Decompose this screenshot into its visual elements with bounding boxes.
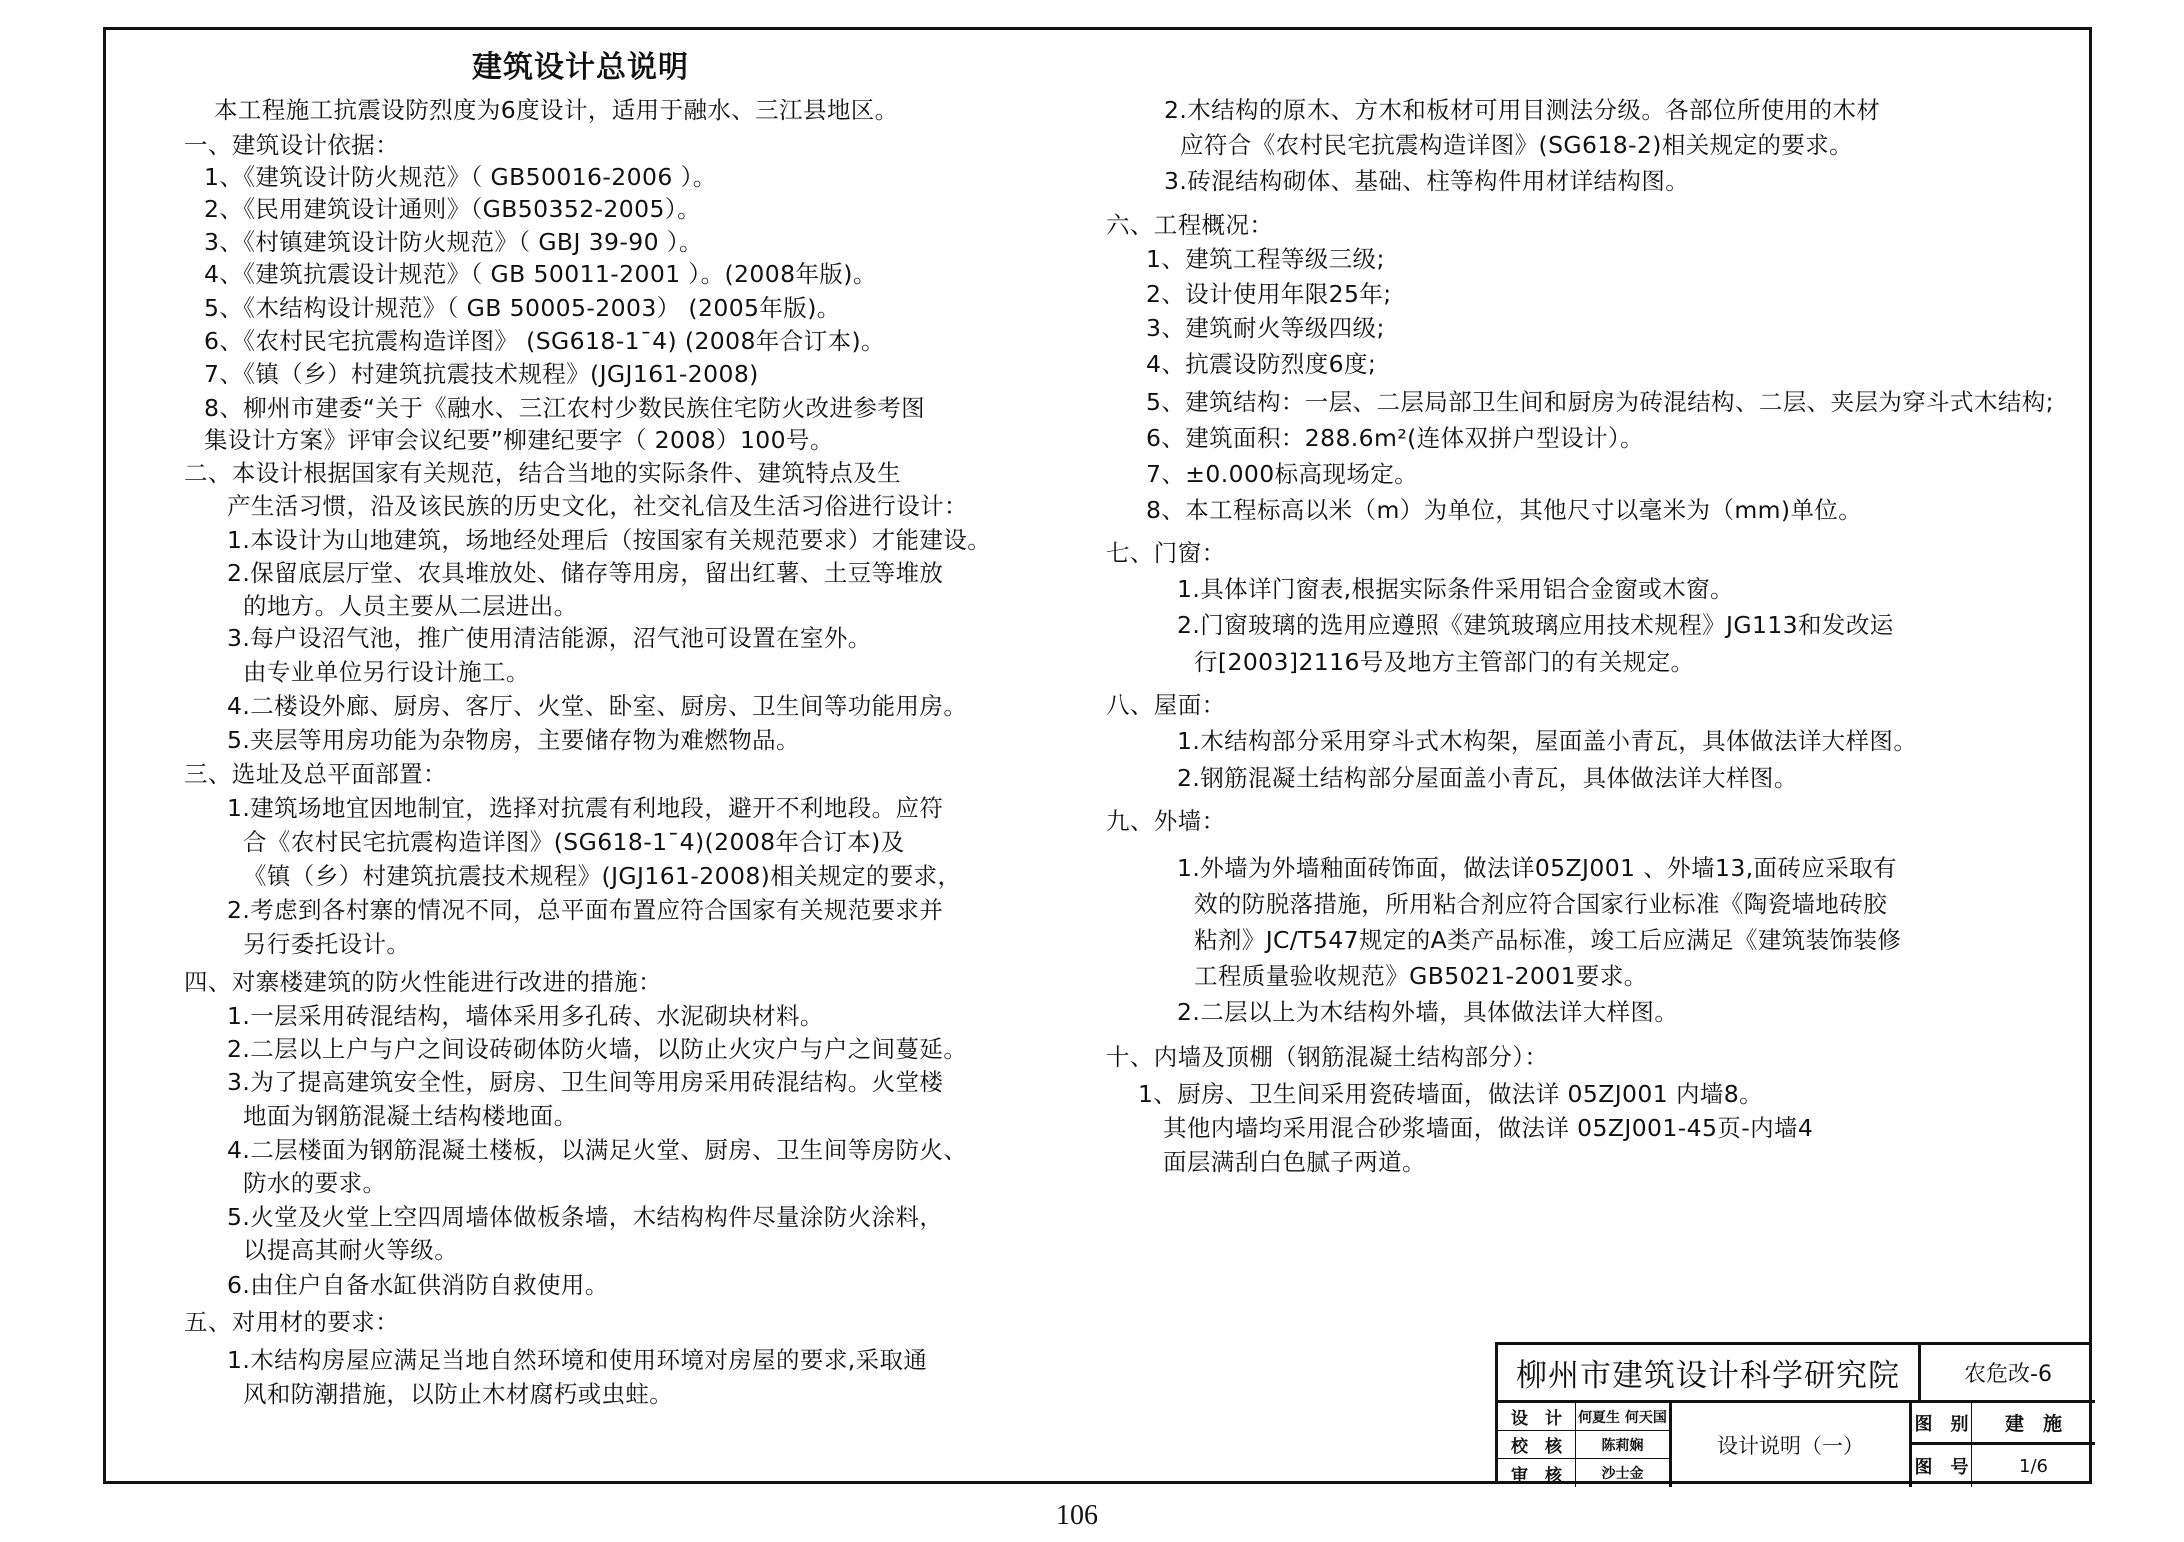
right-line: 工程质量验收规范》GB5021-2001要求。 (1194, 962, 1648, 990)
design-names: 何夏生 何天国 (1576, 1403, 1672, 1431)
left-line: 3.每户设沼气池，推广使用清洁能源，沼气池可设置在室外。 (227, 624, 872, 652)
left-line: 1、《建筑设计防火规范》（ GB50016-2006 ）。 (204, 163, 717, 191)
left-line: 风和防潮措施，以防止木材腐朽或虫蛀。 (243, 1380, 674, 1408)
left-line: 四、对寨楼建筑的防火性能进行改进的措施： (184, 968, 662, 996)
left-line: 3、《村镇建筑设计防火规范》（ GBJ 39-90 ）。 (204, 228, 703, 256)
left-line: 以提高其耐火等级。 (243, 1236, 459, 1264)
right-line: 九、外墙： (1106, 807, 1226, 835)
left-line: 五、对用材的要求： (184, 1308, 400, 1336)
left-line: 4、《建筑抗震设计规范》（ GB 50011-2001 ）。(2008年版)。 (204, 260, 877, 288)
left-line: 7、《镇（乡）村建筑抗震技术规程》(JGJ161-2008) (204, 360, 759, 388)
left-line: 5.火堂及火堂上空四周墙体做板条墙，木结构构件尽量涂防火涂料， (227, 1203, 944, 1231)
project-code: 农危改-6 (1921, 1345, 2095, 1403)
review-names: 沙士金 (1576, 1459, 1672, 1487)
left-line: 2、《民用建筑设计通则》（GB50352-2005）。 (204, 195, 701, 223)
left-line: 二、本设计根据国家有关规范，结合当地的实际条件、建筑特点及生 (184, 459, 901, 487)
right-line: 3.砖混结构砌体、基础、柱等构件用材详结构图。 (1164, 167, 1690, 195)
right-line: 六、工程概况： (1106, 211, 1274, 239)
right-line: 8、本工程标高以米（m）为单位，其他尺寸以毫米为（mm)单位。 (1146, 496, 1863, 524)
right-line: 1、建筑工程等级三级; (1146, 245, 1385, 273)
right-line: 行[2003]2116号及地方主管部门的有关规定。 (1194, 648, 1695, 676)
design-label: 设 计 (1498, 1403, 1576, 1431)
left-line: 产生活习惯，沿及该民族的历史文化，社交礼信及生活习俗进行设计： (227, 492, 968, 520)
right-line: 1、厨房、卫生间采用瓷砖墙面，做法详 05ZJ001 内墙8。 (1138, 1080, 1764, 1108)
review-label: 审 核 (1498, 1459, 1576, 1487)
right-line: 7、±0.000标高现场定。 (1146, 460, 1419, 488)
right-line: 2.二层以上为木结构外墙，具体做法详大样图。 (1177, 998, 1679, 1026)
left-line: 1.一层采用砖混结构，墙体采用多孔砖、水泥砌块材料。 (227, 1002, 824, 1030)
left-line: 地面为钢筋混凝土结构楼地面。 (243, 1102, 578, 1130)
title-block (1495, 1342, 2092, 1484)
right-line: 2.木结构的原木、方木和板材可用目测法分级。各部位所使用的木材 (1164, 96, 1881, 124)
left-line: 1.建筑场地宜因地制宜，选择对抗震有利地段，避开不利地段。应符 (227, 794, 944, 822)
institute-name: 柳州市建筑设计科学研究院 (1498, 1345, 1921, 1403)
right-line: 应符合《农村民宅抗震构造详图》(SG618-2)相关规定的要求。 (1180, 131, 1854, 159)
right-line: 1.木结构部分采用穿斗式木构架，屋面盖小青瓦，具体做法详大样图。 (1177, 727, 1918, 755)
left-line: 5、《木结构设计规范》（ GB 50005-2003） (2005年版)。 (204, 294, 841, 322)
left-line: 6、《农村民宅抗震构造详图》 (SG618-1¯4) (2008年合订本)。 (204, 327, 885, 355)
left-line: 另行委托设计。 (243, 930, 411, 958)
right-line: 八、屋面： (1106, 691, 1226, 719)
right-line: 十、内墙及顶棚（钢筋混凝土结构部分）： (1106, 1043, 1549, 1071)
left-line: 由专业单位另行设计施工。 (243, 658, 530, 686)
left-line: 6.由住户自备水缸供消防自救使用。 (227, 1271, 609, 1299)
right-line: 七、门窗： (1106, 539, 1226, 567)
left-line: 集设计方案》评审会议纪要”柳建纪要字（ 2008）100号。 (204, 426, 834, 454)
left-line: 1.木结构房屋应满足当地自然环境和使用环境对房屋的要求,采取通 (227, 1346, 928, 1374)
drawing-title: 设计说明（一） (1672, 1403, 1912, 1487)
right-line: 6、建筑面积：288.6m²(连体双拼户型设计）。 (1146, 424, 1644, 452)
left-line: 合《农村民宅抗震构造详图》(SG618-1¯4)(2008年合订本)及 (243, 828, 905, 856)
category-value: 建 施 (1972, 1403, 2095, 1445)
right-line: 其他内墙均采用混合砂浆墙面，做法详 05ZJ001-45页-内墙4 (1163, 1114, 1814, 1142)
right-line: 4、抗震设防烈度6度; (1146, 350, 1377, 378)
right-line: 2.门窗玻璃的选用应遵照《建筑玻璃应用技术规程》JG113和发改运 (1177, 611, 1894, 639)
right-line: 5、建筑结构：一层、二层局部卫生间和厨房为砖混结构、二层、夹层为穿斗式木结构; (1146, 388, 2054, 416)
right-line: 粘剂》JC/T547规定的A类产品标准，竣工后应满足《建筑装饰装修 (1194, 926, 1902, 954)
right-line: 1.具体详门窗表,根据实际条件采用铝合金窗或木窗。 (1177, 575, 1734, 603)
category-label: 图 别 (1912, 1403, 1972, 1445)
left-line: 2.考虑到各村寨的情况不同，总平面布置应符合国家有关规范要求并 (227, 896, 944, 924)
left-line: 三、选址及总平面部置： (184, 760, 447, 788)
page-title: 建筑设计总说明 (472, 50, 689, 85)
left-line: 2.二层以上户与户之间设砖砌体防火墙，以防止火灾户与户之间蔓延。 (227, 1035, 968, 1063)
left-line: 3.为了提高建筑安全性，厨房、卫生间等用房采用砖混结构。火堂楼 (227, 1068, 944, 1096)
right-line: 2.钢筋混凝土结构部分屋面盖小青瓦，具体做法详大样图。 (1177, 764, 1798, 792)
right-line: 1.外墙为外墙釉面砖饰面，做法详05ZJ001 、外墙13,面砖应采取有 (1177, 854, 1897, 882)
right-line: 2、设计使用年限25年; (1146, 280, 1392, 308)
left-line: 4.二层楼面为钢筋混凝土楼板，以满足火堂、厨房、卫生间等房防火、 (227, 1136, 968, 1164)
number-label: 图 号 (1912, 1445, 1972, 1487)
right-line: 效的防脱落措施，所用粘合剂应符合国家行业标准《陶瓷墙地砖胶 (1194, 890, 1888, 918)
check-label: 校 核 (1498, 1431, 1576, 1459)
left-line: 的地方。人员主要从二层进出。 (243, 592, 578, 620)
left-line: 一、建筑设计依据： (184, 131, 400, 159)
right-line: 面层满刮白色腻子两道。 (1163, 1148, 1426, 1176)
page-number: 106 (1056, 1500, 1098, 1531)
left-line: 8、柳州市建委“关于《融水、三江农村少数民族住宅防火改进参考图 (204, 394, 926, 422)
left-line: 2.保留底层厅堂、农具堆放处、储存等用房，留出红薯、土豆等堆放 (227, 559, 944, 587)
left-line: 防水的要求。 (243, 1169, 387, 1197)
left-line: 本工程施工抗震设防烈度为6度设计，适用于融水、三江县地区。 (214, 96, 899, 124)
left-line: 5.夹层等用房功能为杂物房，主要储存物为难燃物品。 (227, 726, 800, 754)
right-line: 3、建筑耐火等级四级; (1146, 314, 1385, 342)
left-line: 4.二楼设外廊、厨房、客厅、火堂、卧室、厨房、卫生间等功能用房。 (227, 692, 968, 720)
left-line: 1.本设计为山地建筑，场地经处理后（按国家有关规范要求）才能建设。 (227, 526, 992, 554)
number-value: 1/6 (2019, 1455, 2048, 1477)
check-names: 陈莉娴 (1576, 1431, 1672, 1459)
left-line: 《镇（乡）村建筑抗震技术规程》(JGJ161-2008)相关规定的要求， (243, 862, 962, 890)
